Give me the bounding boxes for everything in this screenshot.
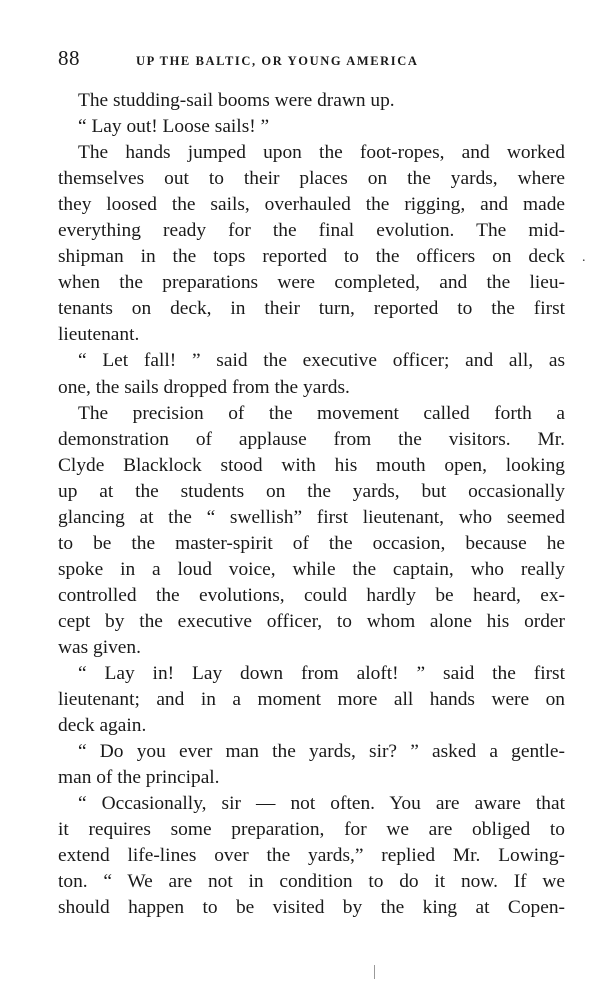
margin-speck: . [582, 250, 586, 265]
text-line: they loosed the sails, overhauled the rigging, and made [58, 194, 565, 216]
text-line: extend life-lines over the yards,” replied Mr. Lowing- [58, 845, 565, 867]
text-line: should happen to be visited by the king at Copen- [58, 897, 565, 919]
text-line: shipman in the tops reported to the officers on deck [58, 246, 565, 268]
text-line: ton. “ We are not in condition to do it now. If we [58, 871, 565, 893]
text-line: spoke in a loud voice, while the captain, who really [58, 558, 565, 580]
text-line: man of the principal. [58, 767, 220, 789]
text-line: tenants on deck, in their turn, reported to the first [58, 298, 565, 320]
text-line: The hands jumped upon the foot-ropes, and worked [78, 142, 565, 164]
page-header [58, 46, 568, 72]
print-mark [374, 965, 375, 979]
text-line: deck again. [58, 715, 147, 737]
running-head: UP THE BALTIC, OR YOUNG AMERICA [136, 54, 419, 68]
text-line: one, the sails dropped from the yards. [58, 376, 350, 398]
text-line: Clyde Blacklock stood with his mouth open, looking [58, 454, 565, 476]
text-line: “ Lay out! Loose sails! ” [78, 116, 270, 138]
text-line: lieutenant. [58, 324, 140, 346]
text-line: “ Do you ever man the yards, sir? ” asked a gentle- [78, 741, 565, 763]
text-line: lieutenant; and in a moment more all hands were on [58, 689, 565, 711]
text-line: The studding-sail booms were drawn up. [78, 90, 395, 111]
text-line: “ Occasionally, sir — not often. You are aware that [78, 793, 565, 815]
text-line: The precision of the movement called forth a [78, 402, 565, 424]
text-line: demonstration of applause from the visitors. Mr. [58, 428, 565, 450]
text-line: controlled the evolutions, could hardly be heard, ex- [58, 584, 565, 606]
body-text [58, 88, 565, 922]
text-line: everything ready for the final evolution. The mid- [58, 220, 565, 242]
text-line: glancing at the “ swellish” first lieutenant, who seemed [58, 506, 565, 528]
page-number: 88 [58, 46, 80, 70]
text-line: was given. [58, 636, 141, 658]
text-line: up at the students on the yards, but occasionally [58, 480, 565, 502]
text-line: when the preparations were completed, and the lieu- [58, 272, 565, 294]
text-line: to be the master-spirit of the occasion, because he [58, 532, 565, 554]
text-line: “ Let fall! ” said the executive officer; and all, as [78, 350, 565, 372]
text-line: themselves out to their places on the yards, where [58, 168, 565, 190]
text-line: cept by the executive officer, to whom alone his order [58, 610, 565, 632]
text-line: “ Lay in! Lay down from aloft! ” said the first [78, 663, 565, 685]
text-line: it requires some preparation, for we are obliged to [58, 819, 565, 841]
